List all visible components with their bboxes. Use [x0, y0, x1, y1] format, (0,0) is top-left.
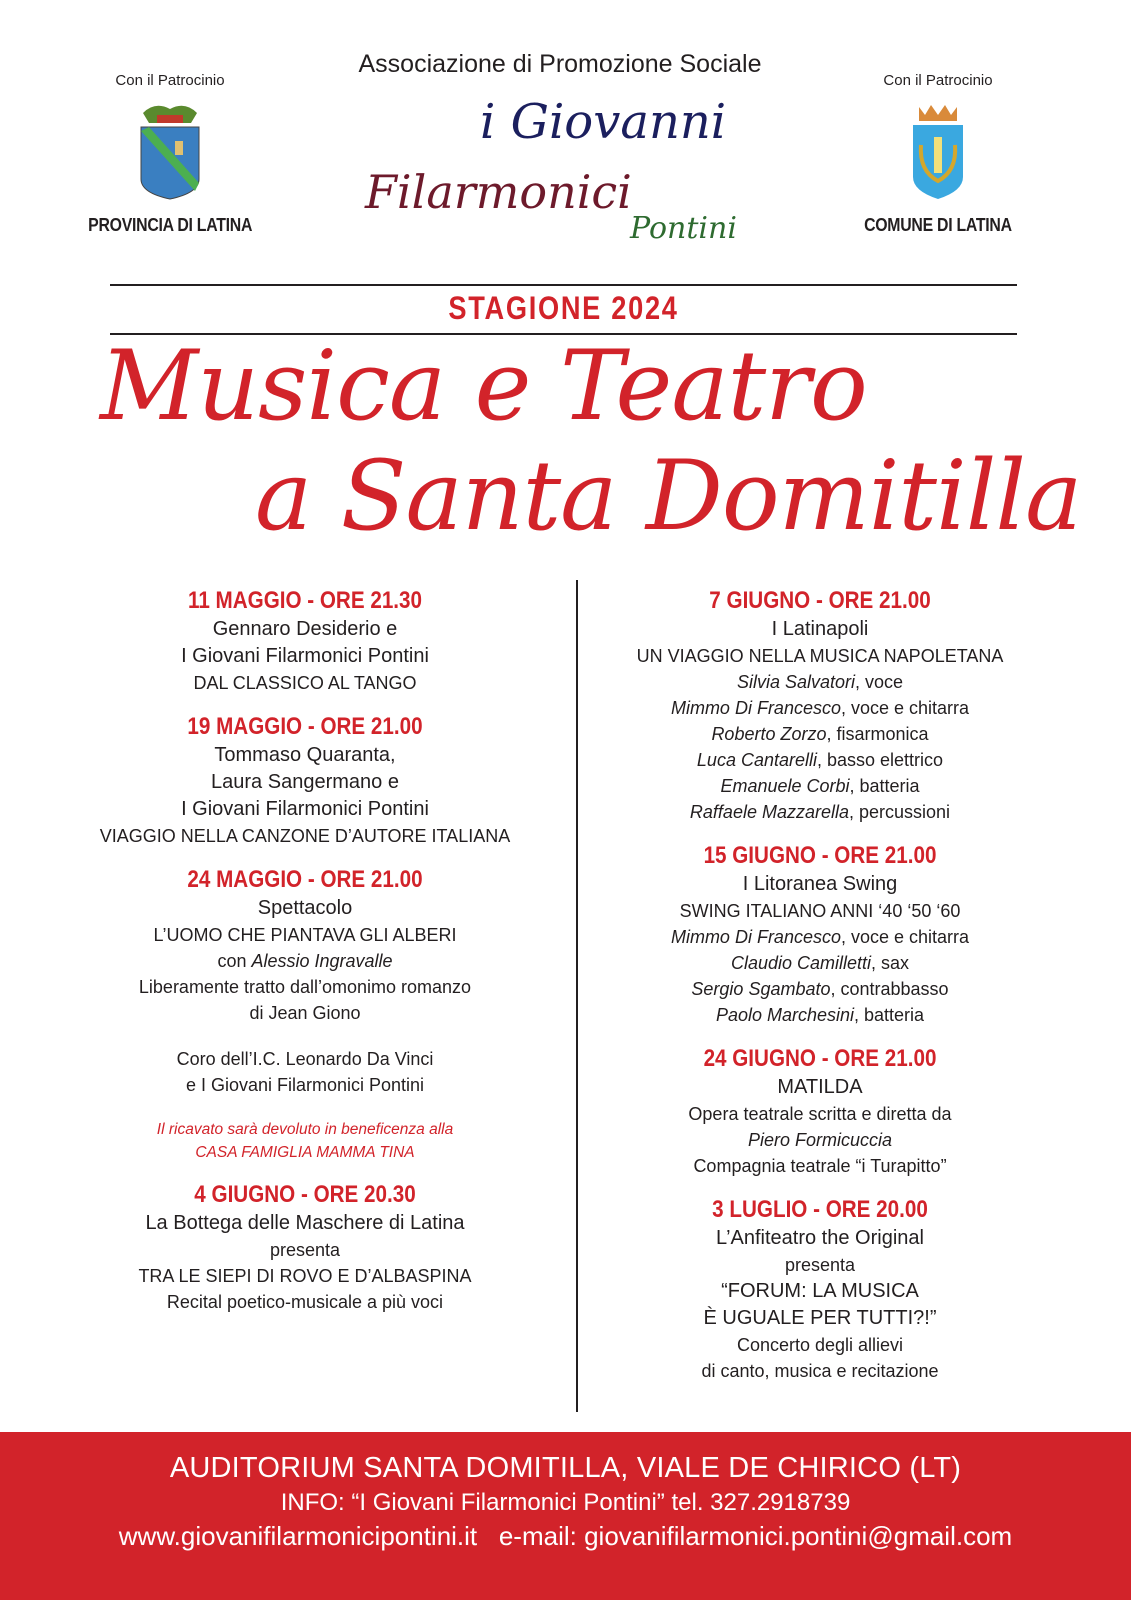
event-note: presenta [784, 1255, 856, 1275]
event-date: 19 MAGGIO - ORE 21.00 [187, 713, 423, 740]
member-role: , sax [871, 953, 910, 973]
charity-note: CASA FAMIGLIA MAMMA TINA [195, 1144, 415, 1161]
event-4-giugno [60, 1180, 550, 1315]
contact-line [0, 1521, 1131, 1552]
event-performer: Tommaso Quaranta, [214, 744, 396, 766]
event-performer: La Bottega delle Maschere di Latina [145, 1212, 465, 1234]
patron-label: Con il Patrocinio [883, 72, 993, 89]
event-note: presenta [269, 1240, 341, 1260]
event-date: 3 LUGLIO - ORE 20.00 [712, 1196, 928, 1223]
event-note: Liberamente tratto dall’omonimo romanzo [138, 977, 472, 997]
program-right-column [590, 586, 1050, 1400]
band-member [590, 773, 1050, 799]
title-line-1: Musica e Teatro [100, 330, 867, 442]
event-15-giugno [590, 841, 1050, 1028]
event-date: 4 GIUGNO - ORE 20.30 [194, 1181, 416, 1208]
patron-provincia [50, 72, 290, 236]
cast-name: Alessio Ingravalle [251, 951, 393, 971]
event-date: 15 GIUGNO - ORE 21.00 [703, 842, 937, 869]
event-performer: I Giovani Filarmonici Pontini [181, 798, 429, 820]
band-member [590, 799, 1050, 825]
event-performer: I Litoranea Swing [742, 873, 898, 895]
member-role: , batteria [849, 776, 920, 796]
provincia-crest-icon [135, 101, 205, 201]
event-note: Opera teatrale scritta e diretta da [688, 1104, 952, 1124]
charity-note: Il ricavato sarà devoluto in beneficenza alla [156, 1121, 454, 1138]
event-performer: L’Anfiteatro the Original [716, 1227, 924, 1249]
patron-label: Con il Patrocinio [115, 72, 225, 89]
event-note: Concerto degli allievi [736, 1335, 904, 1355]
member-role: , voce e chitarra [840, 698, 970, 718]
member-name: Luca Cantarelli [696, 750, 817, 770]
event-note: Recital poetico-musicale a più voci [166, 1292, 444, 1312]
member-name: Roberto Zorzo [711, 724, 827, 744]
member-name: Sergio Sgambato [691, 979, 831, 999]
event-note: di canto, musica e recitazione [701, 1361, 939, 1381]
event-title: SWING ITALIANO ANNI ‘40 ‘50 ‘60 [679, 901, 961, 921]
patron-name: PROVINCIA DI LATINA [88, 215, 252, 235]
event-title: TRA LE SIEPI DI ROVO E D’ALBASPINA [138, 1266, 472, 1286]
member-role: , fisarmonica [826, 724, 929, 744]
event-date: 24 MAGGIO - ORE 21.00 [187, 866, 423, 893]
event-7-giugno [590, 586, 1050, 825]
member-role: , voce [855, 672, 904, 692]
band-member [590, 1002, 1050, 1028]
event-date: 24 GIUGNO - ORE 21.00 [703, 1045, 937, 1072]
email-link[interactable]: e-mail: giovanifilarmonici.pontini@gmail.com [498, 1521, 1013, 1551]
band-member [590, 669, 1050, 695]
event-3-luglio [590, 1195, 1050, 1384]
event-performer: I Giovani Filarmonici Pontini [181, 645, 429, 667]
website-link[interactable]: www.giovanifilarmonicipontini.it [118, 1521, 478, 1551]
member-name: Raffaele Mazzarella [689, 802, 849, 822]
event-title: MATILDA [777, 1076, 863, 1098]
column-divider [576, 580, 578, 1412]
patron-name: COMUNE DI LATINA [864, 215, 1012, 235]
event-choir: Coro dell’I.C. Leonardo Da Vinci [176, 1049, 434, 1069]
title-line-2: a Santa Domitilla [255, 440, 1082, 552]
member-role: , batteria [854, 1005, 925, 1025]
member-role: , voce e chitarra [840, 927, 970, 947]
event-title: “FORUM: LA MUSICA [721, 1280, 919, 1302]
band-member [590, 924, 1050, 950]
event-author: Piero Formicuccia [747, 1130, 893, 1150]
event-performer: Gennaro Desiderio e [212, 618, 398, 640]
event-24-maggio [60, 865, 550, 1164]
svg-text:i Giovanni: i Giovanni [480, 94, 727, 150]
event-title: UN VIAGGIO NELLA MUSICA NAPOLETANA [636, 646, 1004, 666]
patron-comune [818, 72, 1058, 236]
member-name: Silvia Salvatori [736, 672, 855, 692]
event-performer: I Latinapoli [771, 618, 869, 640]
event-choir: e I Giovani Filarmonici Pontini [185, 1075, 425, 1095]
band-member [590, 747, 1050, 773]
event-title: L’UOMO CHE PIANTAVA GLI ALBERI [153, 925, 457, 945]
band-member [590, 695, 1050, 721]
giovani-filarmonici-logo [330, 90, 800, 250]
member-role: , basso elettrico [817, 750, 944, 770]
program-left-column [60, 586, 550, 1331]
member-role: , contrabbasso [830, 979, 949, 999]
event-note: di Jean Giono [249, 1003, 361, 1023]
venue-address: AUDITORIUM SANTA DOMITILLA, VIALE DE CHIRICO (LT) [169, 1452, 962, 1484]
season-title: STAGIONE 2024 [448, 290, 679, 326]
event-performer: Laura Sangermano e [211, 771, 399, 793]
event-title: DAL CLASSICO AL TANGO [193, 673, 417, 693]
cast-prefix: con [217, 951, 252, 971]
event-date: 7 GIUGNO - ORE 21.00 [709, 587, 931, 614]
band-member [590, 950, 1050, 976]
event-date: 11 MAGGIO - ORE 21.30 [187, 587, 423, 614]
member-name: Mimmo Di Francesco [670, 698, 841, 718]
member-name: Claudio Camilletti [730, 953, 872, 973]
event-title: È UGUALE PER TUTTI?!” [703, 1307, 937, 1329]
band-member [590, 721, 1050, 747]
event-company: Compagnia teatrale “i Turapitto” [693, 1156, 947, 1176]
divider-top [110, 284, 1017, 286]
event-11-maggio [60, 586, 550, 696]
footer-banner [0, 1432, 1131, 1600]
event-type: Spettacolo [257, 897, 353, 919]
member-name: Mimmo Di Francesco [670, 927, 841, 947]
svg-text:Pontini: Pontini [630, 211, 737, 246]
event-19-maggio [60, 712, 550, 849]
event-24-giugno [590, 1044, 1050, 1179]
event-title: VIAGGIO NELLA CANZONE D’AUTORE ITALIANA [99, 826, 511, 846]
band-member [590, 976, 1050, 1002]
association-label: Associazione di Promozione Sociale [358, 50, 762, 78]
member-role: , percussioni [849, 802, 951, 822]
member-name: Paolo Marchesini [715, 1005, 855, 1025]
svg-text:Filarmonici: Filarmonici [365, 165, 632, 219]
comune-crest-icon [903, 101, 973, 201]
member-name: Emanuele Corbi [720, 776, 850, 796]
event-cast [60, 948, 550, 974]
info-phone: INFO: “I Giovani Filarmonici Pontini” tel. 327.2918739 [280, 1489, 851, 1516]
